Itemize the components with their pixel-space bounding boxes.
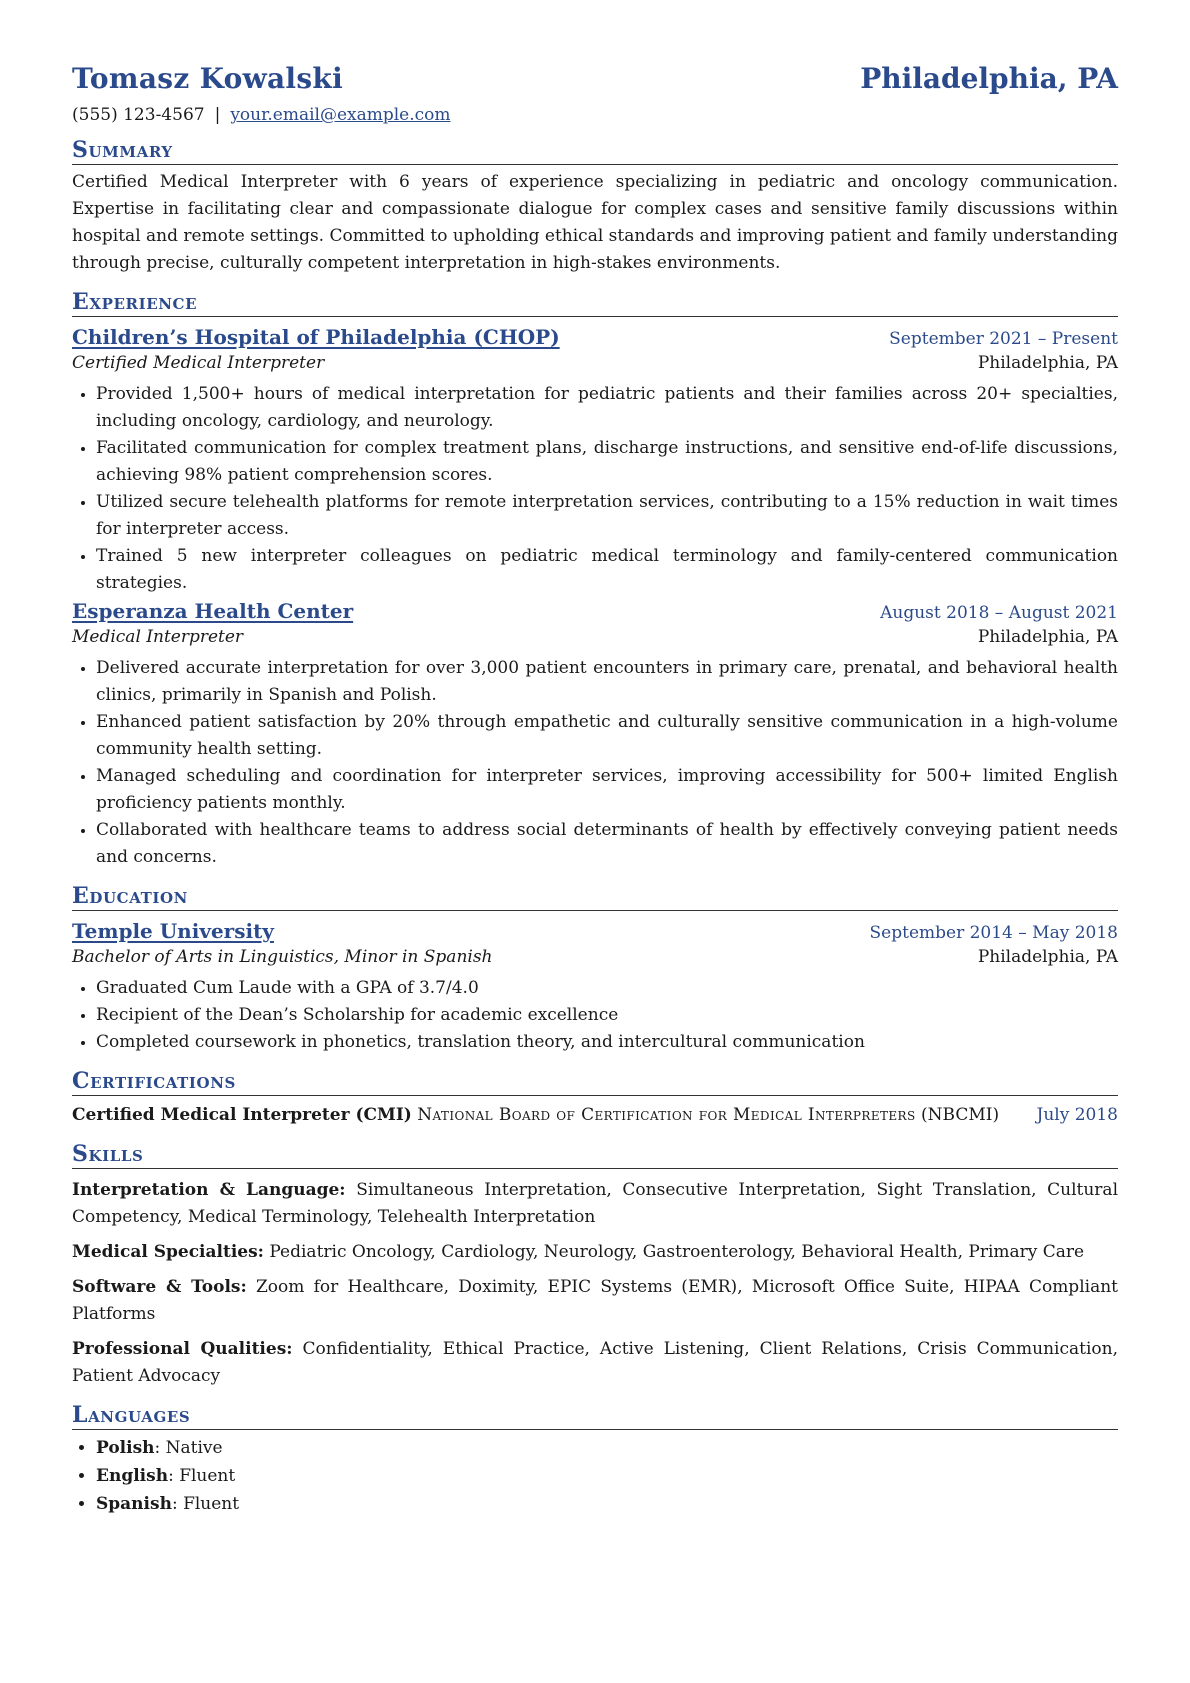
- degree: Bachelor of Arts in Linguistics, Minor in Spanish: [72, 947, 493, 967]
- list-item: • Completed coursework in phonetics, translation theory, and intercultural communication: [96, 1029, 1118, 1056]
- contact-line: [72, 105, 1118, 125]
- certification-name: Certified Medical Interpreter (CMI): [72, 1105, 412, 1125]
- language-level: : Fluent: [168, 1466, 236, 1486]
- list-item: • Utilized secure telehealth platforms for remote interpretation services, contributing to a 15% reduction in wait times for interpreter access.: [96, 489, 1118, 543]
- section-title-education: Education: [72, 883, 1118, 911]
- summary-text: Certified Medical Interpreter with 6 years of experience specializing in pediatric and oncology communication. Expertise in facilitating clear and compassionate dialogue for complex cases and sensitive family discussions within hospital and remote settings. Committed to upholding ethical standards and improving patient and family understanding through precise, culturally competent interpretation in high-stakes environments.: [72, 172, 1118, 273]
- language-level: : Fluent: [171, 1494, 240, 1514]
- skill-values: Pediatric Oncology, Cardiology, Neurology, Gastroenterology, Behavioral Health, Primary Care: [269, 1242, 1085, 1262]
- list-item: [96, 1462, 1118, 1490]
- list-item: • Graduated Cum Laude with a GPA of 3.7/4.0: [96, 975, 1118, 1002]
- list-item: [96, 1490, 1118, 1518]
- list-item: • Delivered accurate interpretation for over 3,000 patient encounters in primary care, prenatal, and behavioral health clinics, primarily in Spanish and Polish.: [96, 655, 1118, 709]
- list-item: • Facilitated communication for complex treatment plans, discharge instructions, and sensitive end-of-life discussions, achieving 98% patient comprehension scores.: [96, 435, 1118, 489]
- education-list: [72, 975, 1118, 1056]
- contact-separator: |: [214, 105, 221, 125]
- skill-label: Professional Qualities:: [72, 1339, 293, 1359]
- skill-values: Simultaneous Interpretation, Consecutive Interpretation, Sight Translation, Cultural Competency, Medical Terminology, Telehealth Interpretation: [72, 1180, 1119, 1227]
- job-title: Certified Medical Interpreter: [72, 353, 325, 373]
- skill-label: Interpretation & Language:: [72, 1180, 346, 1200]
- school-location: Philadelphia, PA: [977, 947, 1118, 967]
- job-location: Philadelphia, PA: [977, 627, 1118, 647]
- section-title-experience: Experience: [72, 289, 1118, 317]
- certification-org-abbr: (NBCMI): [921, 1105, 1000, 1125]
- language-list: [72, 1434, 1118, 1518]
- certification-text: [72, 1102, 1037, 1129]
- skill-label: Medical Specialties:: [72, 1242, 264, 1262]
- achievement-list: [72, 655, 1118, 871]
- phone: (555) 123-4567: [72, 105, 205, 125]
- skill-values: Confidentiality, Ethical Practice, Active Listening, Client Relations, Crisis Communication, Patient Advocacy: [72, 1339, 1119, 1386]
- education-entry: [72, 919, 1118, 1056]
- employer-name[interactable]: Children’s Hospital of Philadelphia (CHOP): [72, 325, 560, 349]
- job-title: Medical Interpreter: [72, 627, 244, 647]
- section-title-certifications: Certifications: [72, 1068, 1118, 1096]
- header-location: Philadelphia, PA: [860, 62, 1118, 95]
- skill-group: [72, 1274, 1118, 1328]
- language-name: English: [96, 1466, 169, 1486]
- section-title-languages: Languages: [72, 1402, 1118, 1430]
- list-item: • Managed scheduling and coordination for interpreter services, improving accessibility for 500+ limited English proficiency patients monthly.: [96, 763, 1118, 817]
- list-item: • Collaborated with healthcare teams to address social determinants of health by effectively conveying patient needs and concerns.: [96, 817, 1118, 871]
- skill-values: Zoom for Healthcare, Doximity, EPIC Systems (EMR), Microsoft Office Suite, HIPAA Compliant Platforms: [72, 1277, 1118, 1324]
- email-link[interactable]: your.email@example.com: [230, 105, 451, 125]
- school-name[interactable]: Temple University: [72, 919, 274, 943]
- language-name: Polish: [96, 1438, 155, 1458]
- skill-label: Software & Tools:: [72, 1277, 247, 1297]
- list-item: [96, 1434, 1118, 1462]
- section-title-skills: Skills: [72, 1141, 1118, 1169]
- job-location: Philadelphia, PA: [977, 353, 1118, 373]
- candidate-name: Tomasz Kowalski: [72, 62, 344, 95]
- skill-group: [72, 1336, 1118, 1390]
- certification-entry: [72, 1102, 1118, 1129]
- language-name: Spanish: [96, 1494, 172, 1514]
- employment-dates: August 2018 – August 2021: [880, 603, 1118, 623]
- section-title-summary: Summary: [72, 137, 1118, 165]
- education-dates: September 2014 – May 2018: [869, 923, 1118, 943]
- list-item: • Recipient of the Dean’s Scholarship for academic excellence: [96, 1002, 1118, 1029]
- language-level: : Native: [154, 1438, 223, 1458]
- experience-entry: [72, 599, 1118, 871]
- employment-dates: September 2021 – Present: [889, 329, 1118, 349]
- certification-org: National Board of Certification for Medical Interpreters: [417, 1105, 916, 1125]
- skill-group: [72, 1239, 1118, 1266]
- achievement-list: [72, 381, 1118, 597]
- skill-group: [72, 1177, 1118, 1231]
- employer-name[interactable]: Esperanza Health Center: [72, 599, 354, 623]
- list-item: • Enhanced patient satisfaction by 20% through empathetic and culturally sensitive communication in a high-volume community health setting.: [96, 709, 1118, 763]
- list-item: • Trained 5 new interpreter colleagues on pediatric medical terminology and family-centered communication strategies.: [96, 543, 1118, 597]
- header: [72, 62, 1118, 95]
- certification-date: July 2018: [1036, 1105, 1118, 1125]
- list-item: • Provided 1,500+ hours of medical interpretation for pediatric patients and their families across 20+ specialties, including oncology, cardiology, and neurology.: [96, 381, 1118, 435]
- experience-entry: [72, 325, 1118, 597]
